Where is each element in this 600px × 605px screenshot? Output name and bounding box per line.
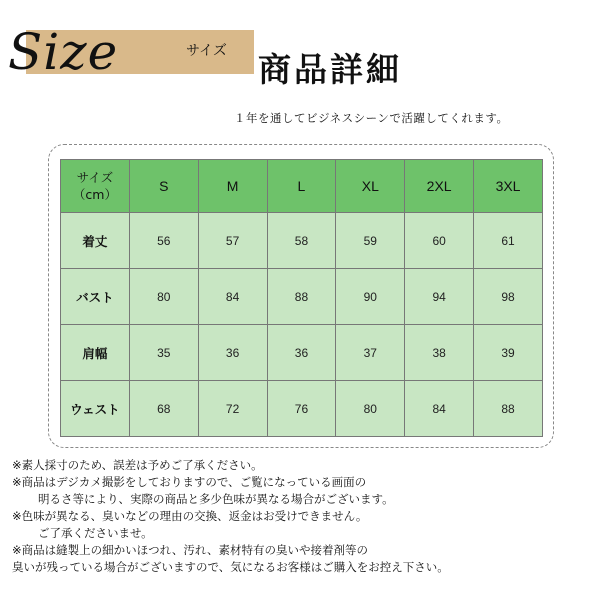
column-header: 2XL [405, 160, 474, 213]
table-row [61, 269, 543, 325]
table-cell: 61 [474, 213, 543, 269]
table-row [61, 381, 543, 437]
note-line: ※商品は縫製上の細かいほつれ、汚れ、素材特有の臭いや接着剤等の [12, 543, 369, 557]
table-cell: 58 [267, 213, 336, 269]
note-line: ご了承くださいませ。 [38, 526, 153, 540]
table-cell: 76 [267, 381, 336, 437]
size-table [60, 159, 543, 437]
table-cell: 84 [198, 269, 267, 325]
table-cell: 36 [267, 325, 336, 381]
table-header-row [61, 160, 543, 213]
note-line: ※商品はデジカメ撮影をしておりますので、ご覧になっている画面の [12, 475, 367, 489]
table-cell: 36 [198, 325, 267, 381]
table-cell: 59 [336, 213, 405, 269]
column-header: L [267, 160, 336, 213]
row-label: 着丈 [61, 213, 130, 269]
notes-section [12, 457, 596, 576]
table-cell: 90 [336, 269, 405, 325]
page-title: 商品詳細 [258, 50, 402, 89]
table-cell: 80 [336, 381, 405, 437]
table-cell: 94 [405, 269, 474, 325]
row-label: 肩幅 [61, 325, 130, 381]
row-label: バスト [61, 269, 130, 325]
row-label: ウェスト [61, 381, 130, 437]
table-cell: 37 [336, 325, 405, 381]
table-row [61, 213, 543, 269]
size-kana-label: サイズ [186, 43, 227, 59]
table-cell: 72 [198, 381, 267, 437]
corner-label-unit: （cm） [72, 187, 117, 202]
column-header: M [198, 160, 267, 213]
table-cell: 60 [405, 213, 474, 269]
corner-label-size: サイズ [76, 170, 114, 185]
note-line: 臭いが残っている場合がございますので、気になるお客様はご購入をお控え下さい。 [12, 560, 449, 574]
table-cell: 38 [405, 325, 474, 381]
table-cell: 56 [129, 213, 198, 269]
table-cell: 98 [474, 269, 543, 325]
table-cell: 35 [129, 325, 198, 381]
subtitle-text: １年を通してビジネスシーンで活躍してくれます。 [234, 111, 509, 125]
table-cell: 39 [474, 325, 543, 381]
note-line: 明るさ等により、実際の商品と多少色味が異なる場合がございます。 [38, 492, 394, 506]
table-cell: 57 [198, 213, 267, 269]
table-cell: 84 [405, 381, 474, 437]
column-header: 3XL [474, 160, 543, 213]
note-line: ※色味が異なる、臭いなどの理由の交換、返金はお受けできません。 [12, 509, 368, 523]
table-row [61, 325, 543, 381]
size-script-heading: Size [8, 23, 119, 81]
table-cell: 80 [129, 269, 198, 325]
table-corner-header [61, 160, 130, 213]
table-cell: 88 [267, 269, 336, 325]
column-header: S [129, 160, 198, 213]
table-cell: 88 [474, 381, 543, 437]
column-header: XL [336, 160, 405, 213]
table-cell: 68 [129, 381, 198, 437]
note-line: ※素人採寸のため、誤差は予めご了承ください。 [12, 458, 263, 472]
